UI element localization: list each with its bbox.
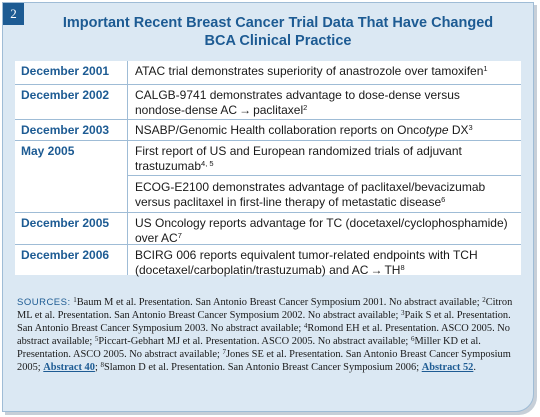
row-text: US Oncology reports advantage for TC (docetaxel/cyclophosphamide) <box>135 216 508 230</box>
table-row <box>15 61 521 84</box>
figure-number-badge: 2 <box>3 3 24 25</box>
row-text: ECOG-E2100 demonstrates advantage of paclitaxel/bevacizumab <box>135 180 486 194</box>
row-text: ATAC trial demonstrates superiority of anastrozole over tamoxifen <box>135 64 484 78</box>
source-entry: Paik S et al. Presentation. San Antonio Breast Cancer Symposium 2003. No abstract available; <box>17 310 511 334</box>
source-entry: Romond EH et al. Presentation. ASCO 2005. No abstract available; <box>17 323 510 347</box>
row-text: versus paclitaxel in first-line therapy of metastatic disease <box>135 195 442 209</box>
citation-sup: 2 <box>303 103 308 112</box>
row-date: May 2005 <box>21 144 75 158</box>
row-description <box>127 141 521 175</box>
abstract-40-link[interactable]: Abstract 40 <box>43 362 95 373</box>
table-row <box>15 84 521 119</box>
source-entry: Slamon D et al. Presentation. San Antonio Breast Cancer Symposium 2006; <box>103 362 420 373</box>
row-date: December 2001 <box>21 64 110 78</box>
trial-table <box>15 61 521 275</box>
sources-label: SOURCES: <box>17 297 71 308</box>
figure-title-line-2: BCA Clinical Practice <box>204 33 352 49</box>
row-description <box>127 85 521 119</box>
figure-title-line-1: Important Recent Breast Cancer Trial Data That Have Changed <box>62 15 494 31</box>
row-text: trastuzumab <box>135 159 202 173</box>
row-text: paclitaxel <box>253 103 304 117</box>
row-text: over AC <box>135 231 178 245</box>
row-date: December 2005 <box>21 216 110 230</box>
row-text: NSABP/Genomic Health collaboration reports on Onco <box>135 123 426 137</box>
row-description <box>127 213 521 244</box>
row-text: First report of US and European randomized trials of adjuvant <box>135 144 462 158</box>
row-description <box>127 120 521 140</box>
row-text: (docetaxel/carboplatin/trastuzumab) and AC <box>135 263 369 277</box>
row-description <box>127 61 521 84</box>
source-entry: Jones SE et al. Presentation. San Antonio Breast Cancer Symposium 2005; <box>17 349 511 373</box>
row-date <box>15 175 127 212</box>
table-row <box>15 140 521 175</box>
source-entry: Piccart-Gebhart MJ et al. Presentation. ASCO 2005. No abstract available; <box>98 336 409 347</box>
figure-panel <box>2 2 534 412</box>
row-date: December 2002 <box>21 88 110 102</box>
table-row <box>15 175 521 212</box>
row-text: DX <box>448 123 469 137</box>
source-entry: Citron ML et al. Presentation. San Antonio Breast Cancer Symposium 2002. No abstract available; <box>17 297 513 321</box>
source-entry: Baum M et al. Presentation. San Antonio Breast Cancer Symposium 2001. No abstract available; <box>76 297 480 308</box>
citation-sup: 8 <box>400 263 405 272</box>
row-text: TH <box>384 263 401 277</box>
row-text: CALGB-9741 demonstrates advantage to dose-dense versus <box>135 88 460 102</box>
citation-sup: 6 <box>441 195 446 204</box>
abstract-52-link[interactable]: Abstract 52 <box>421 362 474 373</box>
citation-sup: 3 <box>468 123 473 132</box>
row-text-italic: type <box>425 123 449 137</box>
table-row <box>15 244 521 275</box>
row-text: nondose-dense AC <box>135 103 238 117</box>
row-date: December 2003 <box>21 123 110 137</box>
row-date: December 2006 <box>21 248 110 262</box>
row-description <box>127 175 521 212</box>
sources-footnote: SOURCES: $^1$Baum M et al. Presentation. San Antonio Breast Cancer Symposium 2001. No abstract available; $^2$Citron ML et al. Presentation. San Antonio Breast Cancer Symposium 2002. No abstract available; $^3$Paik S et al. Presentation. San Antonio Breast Cancer Symposium 2003. No abstract available; $^4$Romond EH et al. Presentation. ASCO 2005. No abstract available; $^5$Piccart-Gebhart MJ et al. Presentation. ASCO 2005. No abstract available; $^6$Miller KD et al. Presentation. ASCO 2005. No abstract available; $^7$Jones SE et al. Presentation. San Antonio Breast Cancer Symposium 2005; Abstract 40; $^8$Slamon D et al. Presentation. San Antonio Breast Cancer Symposium 2006; Abstract 52. <box>17 296 513 373</box>
citation-sup: 4, 5 <box>201 159 214 168</box>
row-text: BCIRG 006 reports equivalent tumor-related endpoints with TCH <box>135 248 478 262</box>
citation-sup: 1 <box>483 64 488 73</box>
right-arrow-icon: → <box>239 103 252 117</box>
table-row <box>15 119 521 140</box>
source-entry: Miller KD et al. Presentation. ASCO 2005. No abstract available; <box>17 336 481 360</box>
figure-title <box>33 14 523 50</box>
table-row <box>15 212 521 244</box>
row-description <box>127 245 521 275</box>
right-arrow-icon: → <box>370 263 383 277</box>
citation-sup: 7 <box>177 231 182 240</box>
